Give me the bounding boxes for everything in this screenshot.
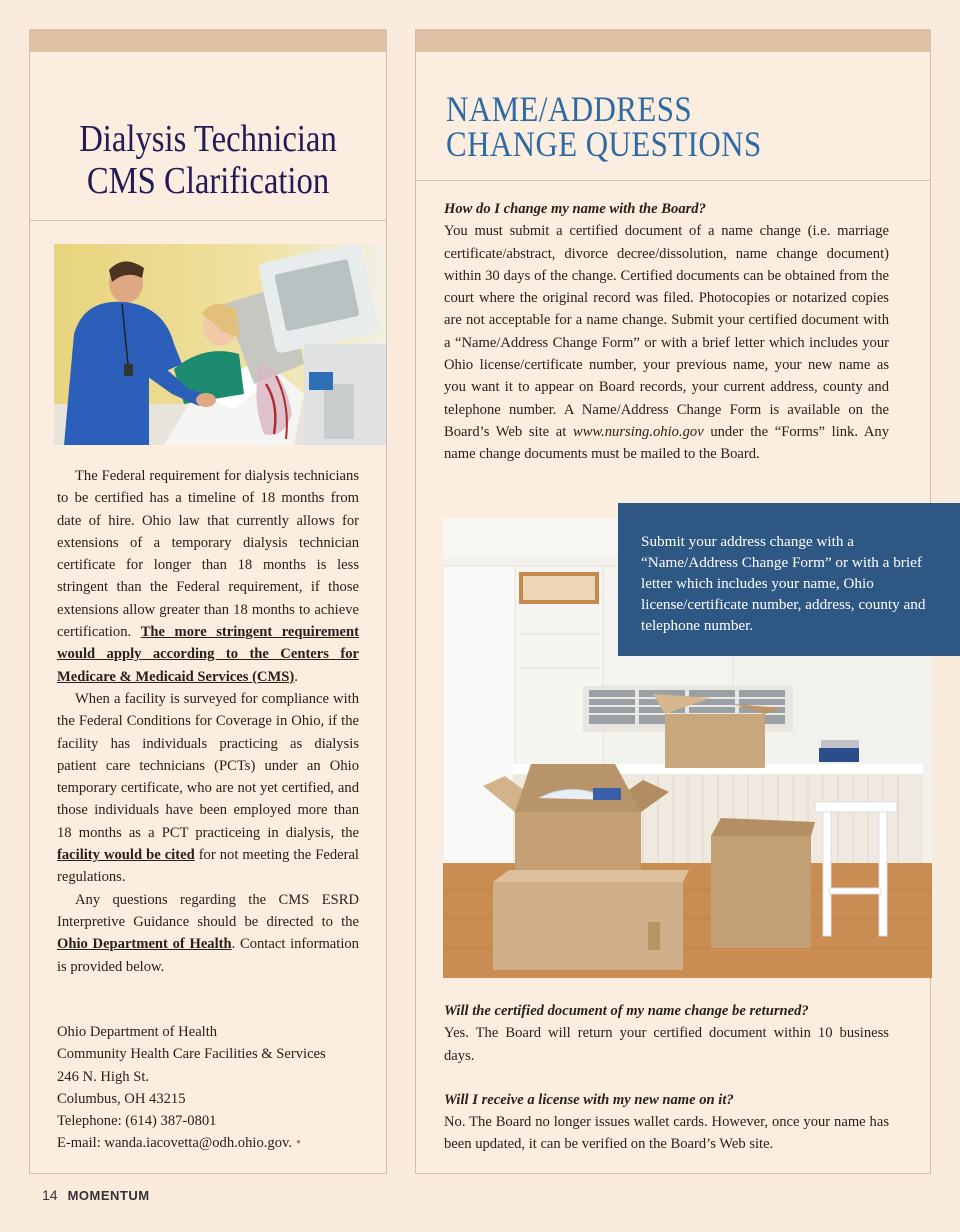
dialysis-article-panel [29,29,387,1174]
page-number: 14 [42,1187,58,1203]
dialysis-article-title [55,118,361,202]
panel-header-bar [416,30,930,52]
facility-cited-emphasis: facility would be cited [57,847,195,864]
title-line-1: Dialysis Technician [79,118,337,160]
dialysis-article-body [57,465,359,978]
address-street: 246 N. High St. [57,1068,150,1085]
answer-1: You must submit a certified document of a name change (i.e. marriage certificate/abstract, divorce decree/dissolution, name change document) within 30 days of the change. Certified documents can be obtained from the court where the original record was filed. Photocopies or notarized copies are not acceptable for a name change. Submit your certified document with a “Name/Address Change Form” or with a brief letter which includes your Ohio license/certificate number, your previous name, your new name as you want it to appear on Board records, your current address, county and telephone number. A Name/Address Change Form is available on the Board’s Web site at www.nursing.ohio.gov under the “Forms” link. Any name change documents must be mailed to the Board. [444,223,889,463]
title-line-2: CMS Clarification [86,160,330,202]
address-email-line [57,1132,377,1154]
answer-2: Yes. The Board will return your certified document within 10 business days. [444,1025,889,1064]
page-footer [42,1187,150,1203]
paragraph-2: When a facility is surveyed for compliance with the Federal Conditions for Coverage in Ohio, if the facility has individuals practicing as dialysis patient care technicians (PCTs) under an Ohio temporary certificate, who are not yet certified, and those individuals have been employed more than 18 months as a PCT practiceing in dialysis, the facility would be cited for not meeting the Federal regulations. [57,690,359,886]
title-divider [416,180,930,181]
dialysis-photo [54,244,386,445]
cms-requirement-emphasis: The more stringent requirement would apply according to the Centers for Medicare & Medicaid Services (CMS) [57,624,359,685]
title-line-2: CHANGE QUESTIONS [446,124,762,164]
contact-address-block [57,1021,377,1155]
address-division: Community Health Care Facilities & Services [57,1046,326,1063]
address-telephone: Telephone: (614) 387-0801 [57,1113,217,1130]
odh-emphasis: Ohio Department of Health [57,936,232,953]
end-bullet: • [295,1135,302,1152]
answer-3: No. The Board no longer issues wallet cards. However, once your name has been updated, it can be verified on the Board’s Web site. [444,1114,889,1153]
name-address-title [446,89,762,164]
question-3: Will I receive a license with my new name on it? [444,1091,734,1108]
address-change-callout [618,503,960,656]
callout-text: Submit your address change with a “Name/Address Change Form” or with a brief letter which includes your name, Ohio license/certificate number, address, county and telephone number. [641,533,926,634]
panel-header-bar [30,30,386,52]
question-2: Will the certified document of my name change be returned? [444,1003,809,1019]
title-line-1: NAME/ADDRESS [446,89,693,129]
paragraph-3: Any questions regarding the CMS ESRD Interpretive Guidance should be directed to the Ohio Department of Health. Contact information is provided below. [57,891,359,975]
question-1: How do I change my name with the Board? [444,201,706,217]
magazine-name: MOMENTUM [67,1188,150,1203]
board-website-link[interactable]: www.nursing.ohio.gov [572,423,704,440]
spacer [444,1067,889,1089]
address-org: Ohio Department of Health [57,1024,218,1040]
address-city: Columbus, OH 43215 [57,1090,186,1107]
address-email[interactable]: E-mail: wanda.iacovetta@odh.ohio.gov. [57,1135,292,1152]
paragraph-1: The Federal requirement for dialysis technicians to be certified has a timeline of 18 months from date of hire. Ohio law that currently allows for extensions of a temporary dialysis technician certificate for longer than 18 months is less stringent than the Federal requirement, if those extensions allow greater than 18 months to achieve certification. The more stringent requirement would apply according to the Centers for Medicare & Medicaid Services (CMS). [57,468,359,685]
faq-followups [444,1000,889,1156]
title-divider [30,220,386,221]
faq-name-change [444,198,889,466]
